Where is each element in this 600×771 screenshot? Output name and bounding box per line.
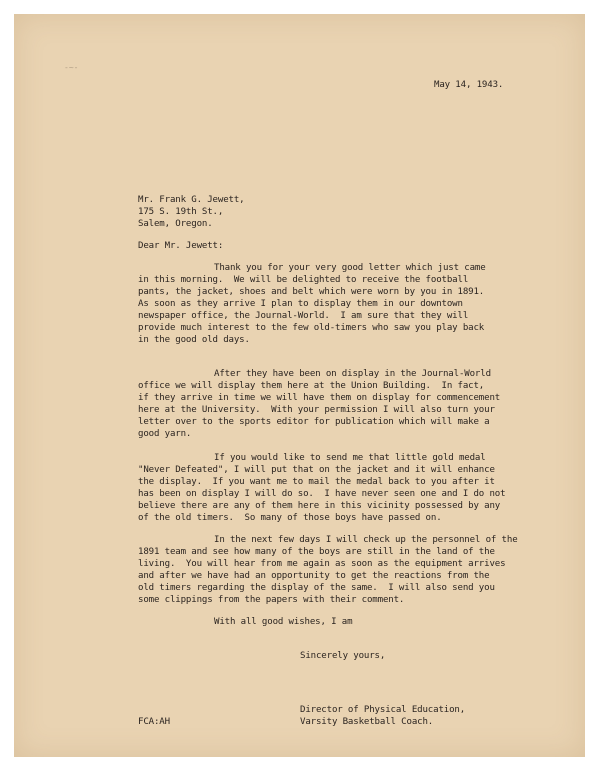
signature-title-1: Director of Physical Education, [300,705,466,715]
paragraph-2-line-4: here at the University. With your permission I will also turn your [138,405,495,415]
letter-page [14,14,585,757]
letter-date: May 14, 1943. [434,80,504,90]
paragraph-1-line-6: provide much interest to the few old-timers who saw you play back [138,323,485,333]
paragraph-3-line-5: believe there are any of them here in this vicinity possessed by any [138,501,501,511]
closing: Sincerely yours, [300,651,386,661]
paragraph-3-line-2: "Never Defeated", I will put that on the jacket and it will enhance [138,465,495,475]
paragraph-4-line-4: and after we have had an opportunity to get the reactions from the [138,571,490,581]
paragraph-3-line-6: of the old timers. So many of those boys have passed on. [138,513,442,523]
paragraph-1-line-4: As soon as they arrive I plan to display them in our downtown [138,299,463,309]
paragraph-1-line-1: Thank you for your very good letter which just came [214,263,486,273]
paragraph-1-line-2: in this morning. We will be delighted to receive the football [138,275,469,285]
closing-wish: With all good wishes, I am [214,617,353,627]
pencil-mark: -~- [64,63,79,72]
recipient-name: Mr. Frank G. Jewett, [138,195,245,205]
paragraph-4-line-2: 1891 team and see how many of the boys are still in the land of the [138,547,495,557]
typist-initials: FCA:AH [138,717,170,727]
paragraph-1-line-3: pants, the jacket, shoes and belt which were worn by you in 1891. [138,287,485,297]
paragraph-4-line-3: living. You will hear from me again as soon as the equipment arrives [138,559,506,569]
paragraph-4-line-1: In the next few days I will check up the personnel of the [214,535,518,545]
salutation: Dear Mr. Jewett: [138,241,224,251]
paragraph-4-line-6: some clippings from the papers with their comment. [138,595,405,605]
paragraph-1-line-5: newspaper office, the Journal-World. I am sure that they will [138,311,469,321]
recipient-street: 175 S. 19th St., [138,207,224,217]
paragraph-3-line-3: the display. If you want me to mail the medal back to you after it [138,477,495,487]
recipient-city: Salem, Oregon. [138,219,213,229]
paragraph-1-line-7: in the good old days. [138,335,250,345]
paragraph-2-line-6: good yarn. [138,429,192,439]
paragraph-3-line-1: If you would like to send me that little gold medal [214,453,486,463]
paragraph-4-line-5: old timers regarding the display of the same. I will also send you [138,583,495,593]
paragraph-2-line-2: office we will display them here at the Union Building. In fact, [138,381,485,391]
paragraph-3-line-4: has been on display I will do so. I have never seen one and I do not [138,489,506,499]
paragraph-2-line-3: if they arrive in time we will have them on display for commencement [138,393,501,403]
paragraph-2-line-5: letter over to the sports editor for publication which will make a [138,417,490,427]
paragraph-2-line-1: After they have been on display in the Journal-World [214,369,491,379]
signature-title-2: Varsity Basketball Coach. [300,717,434,727]
